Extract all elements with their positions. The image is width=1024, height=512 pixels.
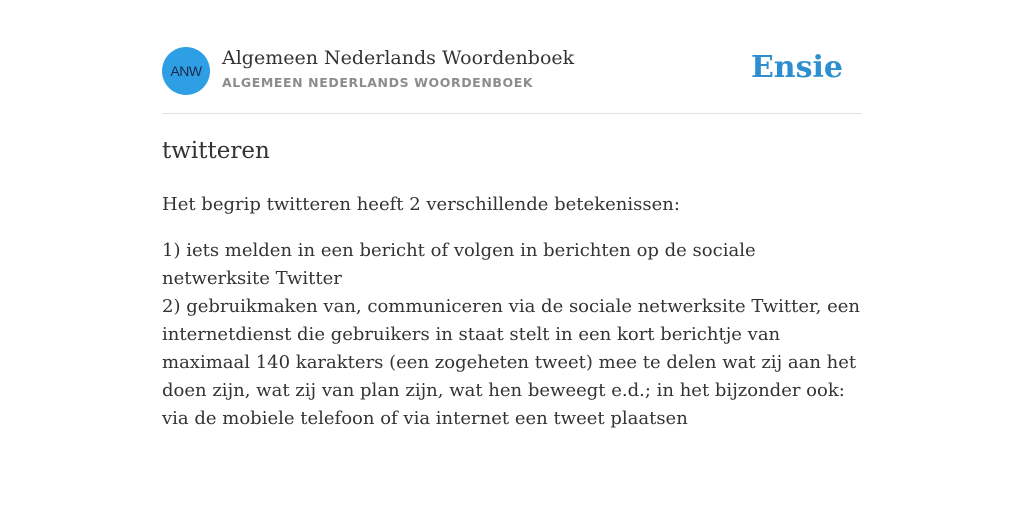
entry-term: twitteren — [162, 138, 270, 164]
ensie-logo[interactable]: Ensie — [750, 50, 843, 85]
source-title[interactable]: Algemeen Nederlands Woordenboek — [222, 47, 575, 69]
source-header — [162, 45, 862, 97]
entry-intro: Het begrip twitteren heeft 2 verschillende betekenissen: — [162, 194, 680, 215]
meaning-item: 2) gebruikmaken van, communiceren via de sociale netwerksite Twitter, een internetdienst die gebruikers in staat stelt in een kort berichtje van maximaal 140 karakters (een zogeheten tweet) mee te delen wat zij aan het doen zijn, wat zij van plan zijn, wat hen beweegt e.d.; in het bijzonder ook: via de mobiele telefoon of via internet een tweet plaatsen — [162, 296, 860, 429]
source-subtitle: ALGEMEEN NEDERLANDS WOORDENBOEK — [222, 75, 534, 90]
meanings-list — [162, 237, 862, 433]
anw-logo[interactable]: ANW — [162, 47, 210, 95]
header-divider — [162, 113, 862, 114]
meaning-item: 1) iets melden in een bericht of volgen in berichten op de sociale netwerksite Twitter — [162, 240, 756, 289]
